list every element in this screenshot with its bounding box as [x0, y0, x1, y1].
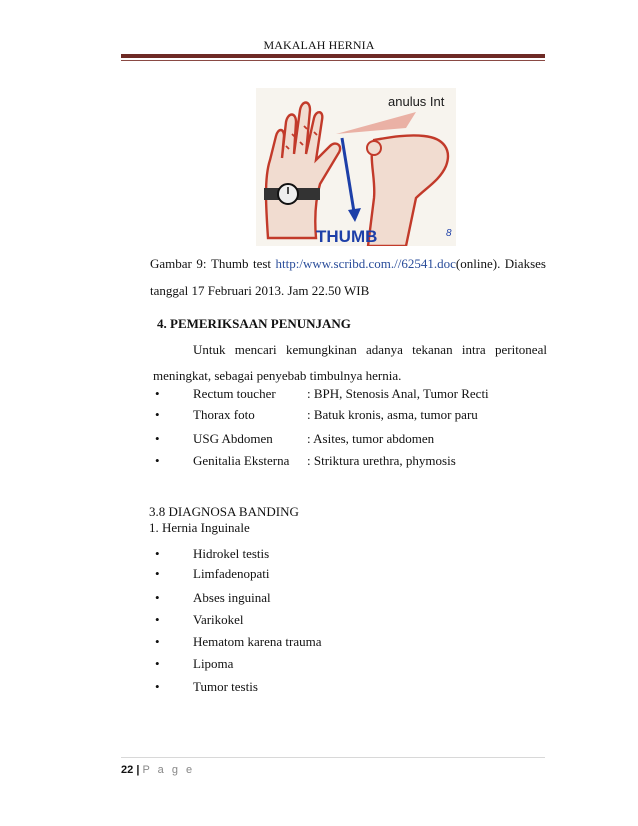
para-word: peritoneal — [494, 342, 547, 357]
figure-caption-line2: tanggal 17 Februari 2013. Jam 22.50 WIB — [150, 283, 370, 298]
diagnosis-item: Limfadenopati — [193, 566, 270, 581]
para-word: intra — [461, 342, 486, 357]
caption-word: test — [252, 256, 272, 271]
caption-word: 9: — [196, 256, 207, 271]
section-4-paragraph-line2: meningkat, sebagai penyebab timbulnya hernia. — [153, 368, 402, 383]
page-header-title: MAKALAH HERNIA — [263, 38, 375, 52]
para-word: kemungkinan — [285, 342, 357, 357]
exam-item-value: : Striktura urethra, phymosis — [307, 453, 456, 468]
diagnosis-item: Lipoma — [193, 656, 234, 671]
bullet-icon: • — [155, 386, 160, 401]
exam-item-name: Genitalia Eksterna — [193, 453, 290, 468]
footer-separator: | — [136, 764, 140, 776]
bullet-icon: • — [155, 431, 160, 446]
header-rule-thick — [121, 54, 545, 58]
exam-item-name: Thorax foto — [193, 407, 255, 422]
page-label: P a g e — [142, 764, 195, 776]
para-word: adanya — [366, 342, 403, 357]
page-footer — [121, 764, 195, 776]
bullet-icon: • — [155, 656, 160, 671]
exam-item-name: Rectum toucher — [193, 386, 276, 401]
diagnosis-item: Varikokel — [193, 612, 244, 627]
bullet-icon: • — [155, 453, 160, 468]
diagnosis-item: Hematom karena trauma — [193, 634, 322, 649]
caption-word: Gambar — [150, 256, 192, 271]
exam-item-name: USG Abdomen — [193, 431, 273, 446]
caption-link[interactable]: http:/www.scribd.com.//62541.doc — [275, 256, 456, 271]
bullet-icon: • — [155, 407, 160, 422]
bullet-icon: • — [155, 634, 160, 649]
corner-mark: 8 — [446, 228, 452, 239]
caption-online: (online). — [455, 256, 501, 271]
diagnosis-item: Tumor testis — [193, 679, 258, 694]
bullet-icon: • — [155, 566, 160, 581]
thumb-label: THUMB — [316, 227, 378, 246]
exam-item-value: : Asites, tumor abdomen — [307, 431, 435, 446]
para-word: tekanan — [412, 342, 453, 357]
para-word: Untuk — [193, 342, 226, 357]
footer-rule — [121, 757, 545, 758]
anulus-label: anulus Int — [388, 94, 445, 109]
diagnosis-item: Hidrokel testis — [193, 546, 270, 561]
caption-word: Thumb — [210, 256, 249, 271]
para-word: mencari — [234, 342, 277, 357]
exam-item-value: : Batuk kronis, asma, tumor paru — [307, 407, 478, 422]
figure-caption-line1 — [150, 256, 546, 272]
exam-item-value: : BPH, Stenosis Anal, Tumor Recti — [307, 386, 489, 401]
section-3-8-subtitle: 1. Hernia Inguinale — [149, 520, 250, 535]
page-number: 22 — [121, 764, 134, 776]
caption-word: Diakses — [504, 256, 546, 271]
section-4-title: 4. PEMERIKSAAN PENUNJANG — [157, 316, 351, 331]
section-4-paragraph-line1 — [193, 342, 547, 358]
thumb-test-illustration — [256, 88, 456, 246]
section-3-8-title: 3.8 DIAGNOSA BANDING — [149, 504, 299, 519]
bullet-icon: • — [155, 546, 160, 561]
caption-source — [276, 256, 501, 272]
diagnosis-item: Abses inguinal — [193, 590, 271, 605]
scrotum-shape — [367, 141, 381, 155]
bullet-icon: • — [155, 679, 160, 694]
header-rule-thin — [121, 60, 545, 61]
bullet-icon: • — [155, 612, 160, 627]
bullet-icon: • — [155, 590, 160, 605]
